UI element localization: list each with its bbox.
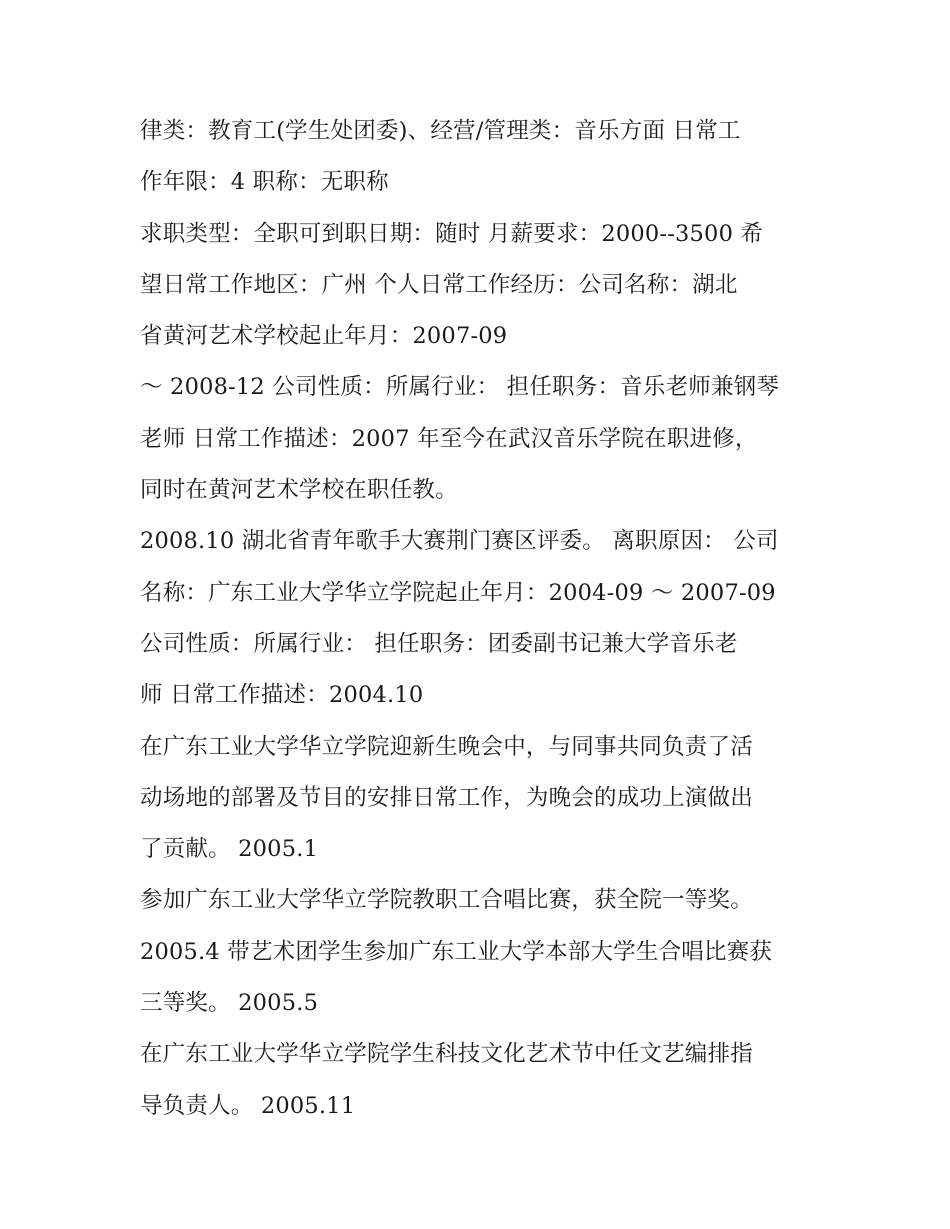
- text-line: 同时在黄河艺术学校在职任教。: [140, 477, 458, 504]
- text-line: 名称：广东工业大学华立学院起止年月：2004-09 ～ 2007-09: [140, 579, 776, 606]
- text-line: 望日常工作地区：广州 个人日常工作经历：公司名称：湖北: [140, 271, 738, 298]
- text-line: 省黄河艺术学校起止年月：2007-09: [140, 323, 508, 350]
- text-line: 公司性质：所属行业： 担任职务：团委副书记兼大学音乐老: [140, 630, 738, 657]
- text-line: 三等奖。 2005.5: [140, 990, 319, 1017]
- text-line: 参加广东工业大学华立学院教职工合唱比赛，获全院一等奖。: [140, 887, 753, 914]
- text-line: 了贡献。 2005.1: [140, 836, 319, 863]
- text-line: 律类：教育工(学生处团委)、经营/管理类：音乐方面 日常工: [140, 118, 741, 144]
- text-line: 师 日常工作描述：2004.10: [140, 682, 424, 709]
- text-line: 在广东工业大学华立学院学生科技文化艺术节中任文艺编排指: [140, 1041, 753, 1068]
- text-line: 在广东工业大学华立学院迎新生晚会中，与同事共同负责了活: [140, 733, 753, 760]
- text-line: 2008.10 湖北省青年歌手大赛荆门赛区评委。 离职原因： 公司: [140, 528, 779, 555]
- text-line: 老师 日常工作描述：2007 年至今在武汉音乐学院在职进修，: [140, 425, 758, 452]
- text-line: 2005.4 带艺术团学生参加广东工业大学本部大学生合唱比赛获: [140, 938, 773, 965]
- text-line: 导负责人。 2005.11: [140, 1092, 356, 1119]
- text-line: 动场地的部署及节目的安排日常工作，为晚会的成功上演做出: [140, 784, 753, 811]
- text-line: 作年限：4 职称：无职称: [140, 169, 389, 196]
- text-line: ～ 2008-12 公司性质：所属行业： 担任职务：音乐老师兼钢琴: [140, 374, 780, 401]
- resume-text-block: [140, 106, 830, 1132]
- text-line: 求职类型：全职可到职日期：随时 月薪要求：2000--3500 希: [140, 220, 764, 247]
